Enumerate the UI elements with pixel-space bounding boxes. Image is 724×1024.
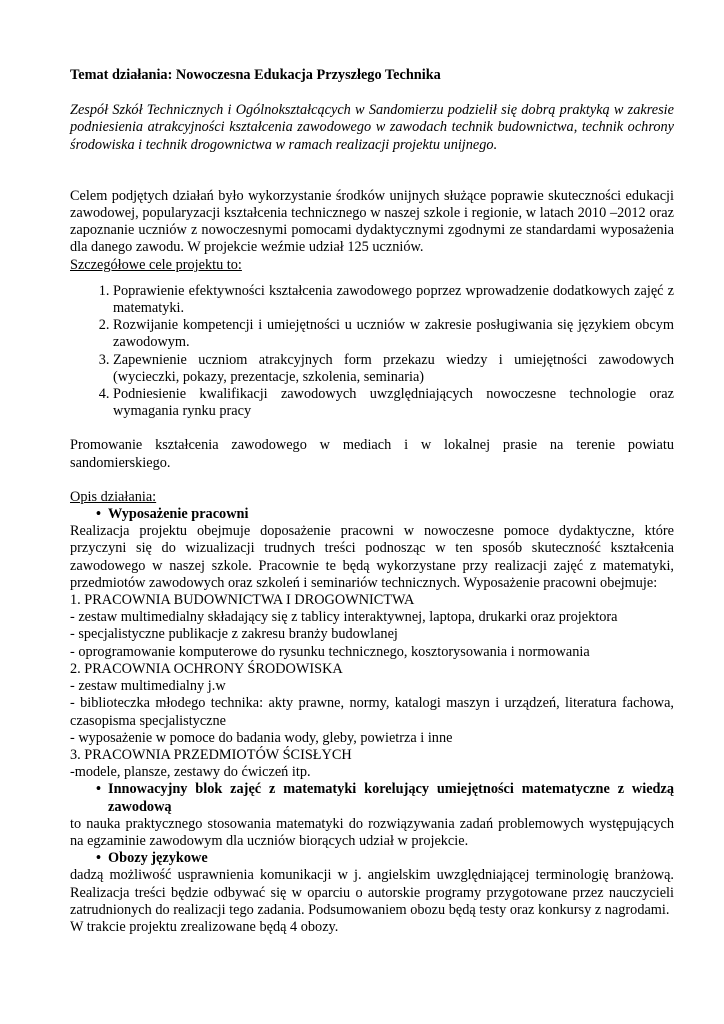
- document-page: [70, 67, 674, 936]
- equipment-line: - zestaw multimedialny składający się z tablicy interaktywnej, laptopa, drukarki oraz projektora: [70, 609, 618, 626]
- equipment-heading: [70, 506, 674, 523]
- math-block-paragraph: to nauka praktycznego stosowania matematyki do rozwiązywania zadań problemowych występujących na egzaminie zawodowym dla uczniów biorących udział w projekcie.: [70, 815, 674, 849]
- bullet-heading-text: Obozy językowe: [108, 850, 208, 867]
- equipment-paragraph: Realizacja projektu obejmuje doposażenie pracowni w nowoczesne pomoce dydaktyczne, które przyczyni się do wizualizacji trudnych treści podnosząc w ten sposób skuteczność kształcenia zawodowego w naszej szkole. Pracownie te będą wykorzystane przy realizacji zajęć z matematyki, przedmiotów zawodowych oraz szkoleń i seminariów technicznych. Wyposażenie pracowni obejmuje:: [70, 523, 674, 591]
- goals-list: [70, 283, 674, 421]
- page-title: Temat działania: Nowoczesna Edukacja Przyszłego Technika: [70, 67, 441, 83]
- list-item: 3. Zapewnienie uczniom atrakcyjnych form przekazu wiedzy i umiejętności zawodowych (wycieczki, pokazy, prezentacje, szkolenia, seminaria): [113, 352, 674, 386]
- goals-heading: Szczegółowe cele projektu to:: [70, 256, 242, 273]
- list-item: 4. Podniesienie kwalifikacji zawodowych uwzględniających nowoczesne technologie oraz wymagania rynku pracy: [113, 386, 674, 420]
- camps-closing: W trakcie projektu zrealizowane będą 4 obozy.: [70, 918, 339, 935]
- bullet-icon: •: [95, 850, 101, 867]
- bullet-heading-text: Innowacyjny blok zajęć z matematyki korelujący umiejętności matematyczne z wiedzą zawodową: [108, 781, 674, 815]
- equipment-line: - wyposażenie w pomoce do badania wody, gleby, powietrza i inne: [70, 729, 453, 746]
- bullet-heading-text: Wyposażenie pracowni: [108, 506, 249, 523]
- equipment-line: - biblioteczka młodego technika: akty prawne, normy, katalogi maszyn i urządzeń, literatura fachowa, czasopisma specjalistyczne: [70, 695, 674, 729]
- camps-paragraph: dadzą możliwość usprawnienia komunikacji w j. angielskim uwzględniającej terminologię branżową. Realizacja treści będzie odbywać się w oparciu o autorskie programy przygotowane przez nauczycieli zatrudnionych do realizacji tego zadania. Podsumowaniem obozu będą testy oraz konkursy z nagrodami.: [70, 867, 674, 918]
- equipment-line: - specjalistyczne publikacje z zakresu branży budowlanej: [70, 626, 398, 643]
- camps-heading: [70, 850, 674, 867]
- list-item: 1. Poprawienie efektywności kształcenia zawodowego poprzez wprowadzenie dodatkowych zajęć z matematyki.: [113, 283, 674, 317]
- bullet-icon: •: [95, 506, 101, 523]
- equipment-line: -modele, plansze, zestawy do ćwiczeń itp.: [70, 764, 311, 781]
- promotion-paragraph: Promowanie kształcenia zawodowego w mediach i w lokalnej prasie na terenie powiatu sandomierskiego.: [70, 437, 674, 471]
- equipment-line: - zestaw multimedialny j.w: [70, 678, 226, 695]
- description-heading: Opis działania:: [70, 488, 157, 505]
- equipment-line: 2. PRACOWNIA OCHRONY ŚRODOWISKA: [70, 660, 343, 677]
- intro-paragraph: Zespół Szkół Technicznych i Ogólnokształcących w Sandomierzu podzielił się dobrą praktyką w zakresie podniesienia atrakcyjności kształcenia zawodowego w zawodach technik budownictwa, technik ochrony środowiska i technik drogownictwa w ramach realizacji projektu unijnego.: [70, 102, 674, 153]
- goal-paragraph: Celem podjętych działań było wykorzystanie środków unijnych służące poprawie skuteczności edukacji zawodowej, popularyzacji kształcenia technicznego w naszej szkole i regionie, w latach 2010 –2012 oraz zapoznanie uczniów z nowoczesnymi pomocami dydaktycznymi zgodnymi ze standardami wyposażenia dla danego zawodu. W projekcie weźmie udział 125 uczniów.: [70, 187, 674, 256]
- bullet-icon: •: [95, 781, 101, 798]
- math-block-heading: [70, 781, 674, 815]
- equipment-line: 1. PRACOWNIA BUDOWNICTWA I DROGOWNICTWA: [70, 592, 415, 609]
- equipment-line: 3. PRACOWNIA PRZEDMIOTÓW ŚCISŁYCH: [70, 746, 352, 763]
- equipment-line: - oprogramowanie komputerowe do rysunku technicznego, kosztorysowania i normowania: [70, 643, 590, 660]
- list-item: 2. Rozwijanie kompetencji i umiejętności u uczniów w zakresie posługiwania się językiem obcym zawodowym.: [113, 317, 674, 351]
